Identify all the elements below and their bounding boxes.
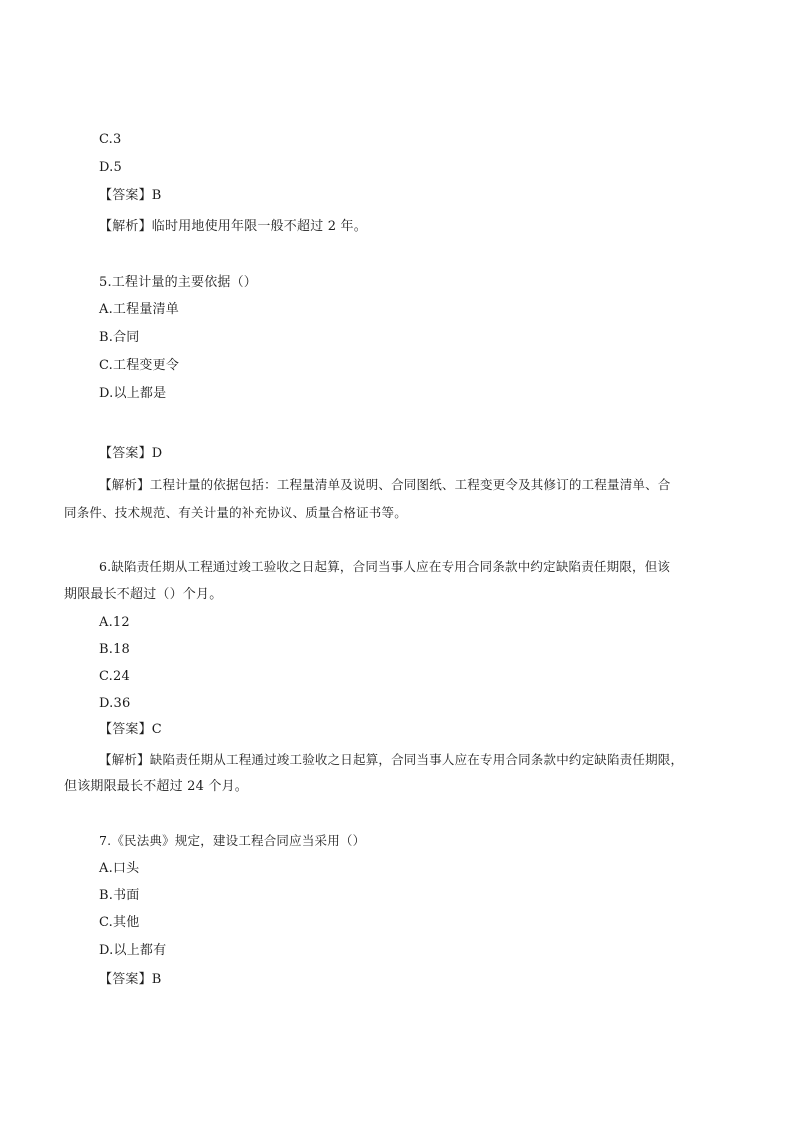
answer-q5: 【答案】D	[99, 446, 163, 461]
option-b-q6: B.18	[99, 642, 131, 657]
option-c-q5: C.工程变更令	[99, 358, 180, 373]
option-d-q5: D.以上都是	[99, 386, 167, 401]
option-a-q6: A.12	[99, 615, 130, 630]
question-6-line1: 6.缺陷责任期从工程通过竣工验收之日起算，合同当事人应在专用合同条款中约定缺陷责任期限，但该	[99, 559, 671, 574]
option-d-q4: D.5	[99, 160, 122, 175]
answer-q7: 【答案】B	[99, 972, 162, 987]
question-6-line2: 期限最长不超过（）个月。	[64, 587, 223, 602]
option-c-q4: C.3	[99, 132, 122, 147]
answer-q6: 【答案】C	[99, 722, 162, 737]
option-a-q5: A.工程量清单	[99, 302, 179, 317]
question-7: 7.《民法典》规定，建设工程合同应当采用（）	[99, 833, 366, 848]
explanation-q5-line1: 【解析】工程计量的依据包括：工程量清单及说明、合同图纸、工程变更令及其修订的工程量清单、合	[99, 477, 671, 492]
option-b-q5: B.合同	[99, 330, 140, 345]
explanation-q4: 【解析】临时用地使用年限一般不超过 2 年。	[99, 219, 367, 234]
option-d-q7: D.以上都有	[99, 943, 167, 958]
option-d-q6: D.36	[99, 696, 131, 711]
option-b-q7: B.书面	[99, 888, 140, 903]
explanation-q5-line2: 同条件、技术规范、有关计量的补充协议、质量合格证书等。	[64, 505, 407, 520]
option-a-q7: A.口头	[99, 861, 140, 876]
question-5: 5.工程计量的主要依据（）	[99, 275, 258, 290]
explanation-q6-line2: 但该期限最长不超过 24 个月。	[64, 779, 249, 794]
option-c-q6: C.24	[99, 669, 130, 684]
explanation-q6-line1: 【解析】缺陷责任期从工程通过竣工验收之日起算，合同当事人应在专用合同条款中约定缺陷责任期限，	[99, 752, 684, 767]
option-c-q7: C.其他	[99, 915, 140, 930]
answer-q4: 【答案】B	[99, 188, 162, 203]
